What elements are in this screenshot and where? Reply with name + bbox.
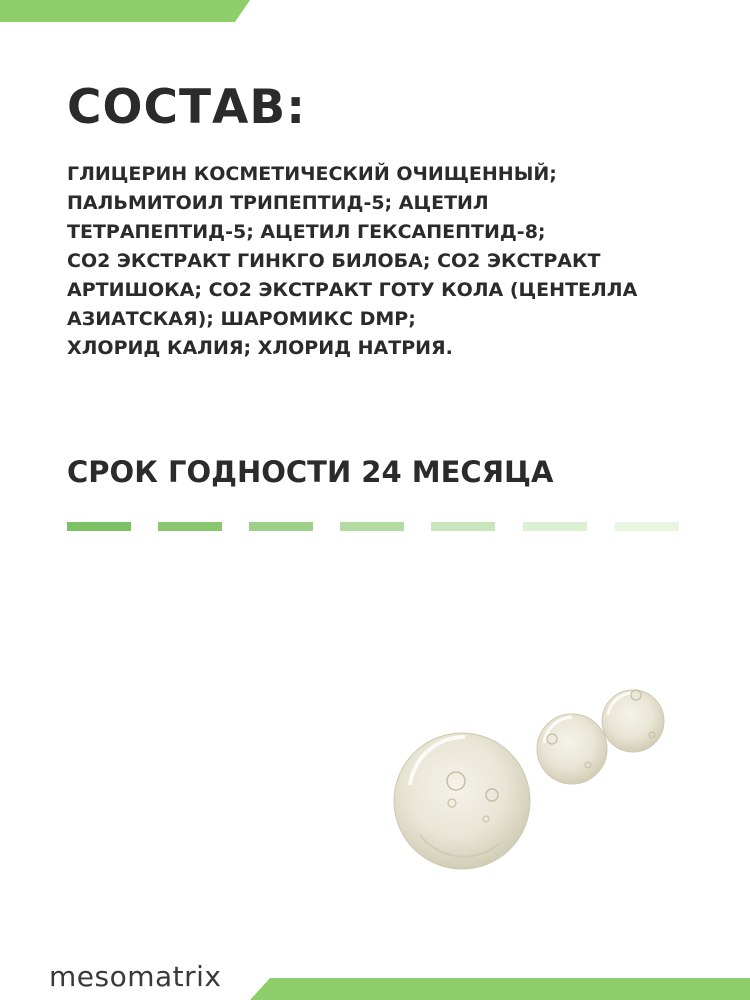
composition-line: ХЛОРИД КАЛИЯ; ХЛОРИД НАТРИЯ. xyxy=(67,337,453,359)
shelf-life-text: СРОК ГОДНОСТИ 24 МЕСЯЦА xyxy=(67,455,554,489)
medium-droplet xyxy=(537,714,607,784)
bottom-accent-stripe xyxy=(250,978,750,1000)
gradient-dash-divider xyxy=(67,522,679,531)
composition-line: ГЛИЦЕРИН КОСМЕТИЧЕСКИЙ ОЧИЩЕННЫЙ; xyxy=(67,163,557,185)
composition-line: ПАЛЬМИТОИЛ ТРИПЕПТИД-5; АЦЕТИЛ xyxy=(67,192,489,214)
divider-dash xyxy=(67,522,131,531)
divider-dash xyxy=(523,522,587,531)
composition-line: АЗИАТСКАЯ); ШАРОМИКС DMP; xyxy=(67,308,416,330)
small-droplet xyxy=(602,690,664,752)
top-accent-stripe xyxy=(0,0,250,22)
divider-dash xyxy=(340,522,404,531)
composition-line: АРТИШОКА; CO2 ЭКСТРАКТ ГОТУ КОЛА (ЦЕНТЕЛЛА xyxy=(67,279,638,301)
divider-dash xyxy=(431,522,495,531)
divider-dash xyxy=(249,522,313,531)
serum-droplets-image xyxy=(380,675,680,885)
divider-dash xyxy=(158,522,222,531)
composition-text xyxy=(67,160,667,363)
divider-dash xyxy=(615,522,679,531)
composition-heading: СОСТАВ: xyxy=(67,80,306,135)
brand-logo: mesomatrix xyxy=(49,960,222,993)
large-droplet xyxy=(394,733,530,869)
composition-line: CO2 ЭКСТРАКТ ГИНКГО БИЛОБА; CO2 ЭКСТРАКТ xyxy=(67,250,601,272)
composition-line: ТЕТРАПЕПТИД-5; АЦЕТИЛ ГЕКСАПЕПТИД-8; xyxy=(67,221,546,243)
